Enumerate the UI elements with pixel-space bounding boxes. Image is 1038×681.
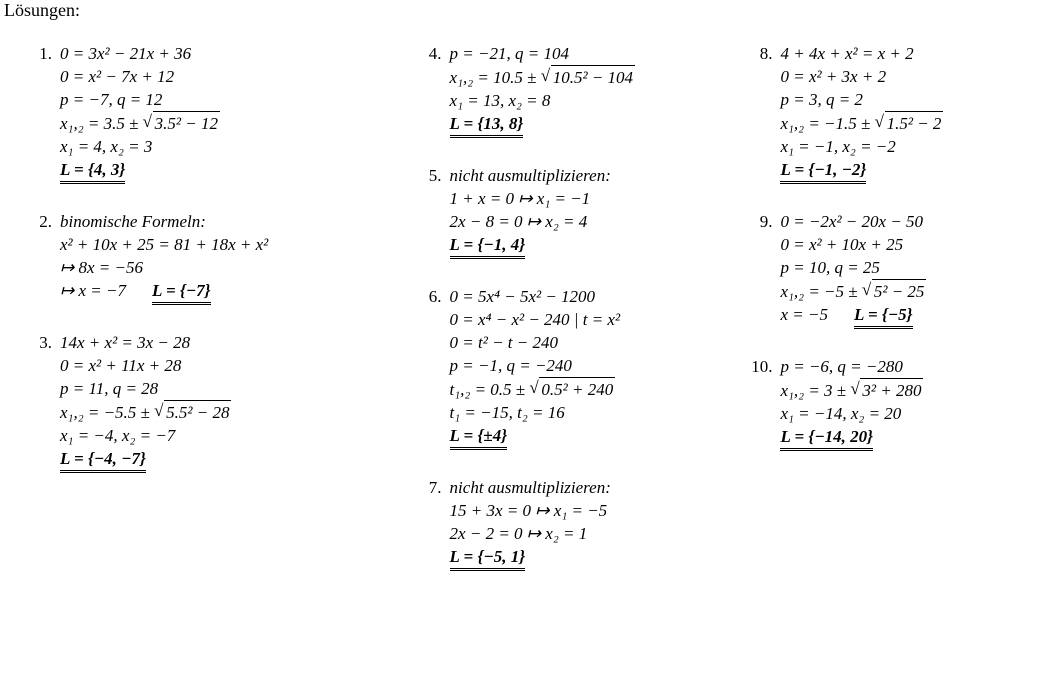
solution-set: L = {−5, 1} [450,547,526,571]
square-root-icon [862,279,927,303]
sqrt-prefix: t₁,₂ = 0.5 ± [449,380,530,399]
column-3 [728,42,1038,477]
solution-item [408,285,729,450]
item-lines [450,476,729,571]
solution-set: L = {−14, 20} [780,427,873,451]
square-root-icon [154,400,231,424]
radicand: 3.5² − 12 [153,111,220,135]
item-lines [780,355,1038,451]
math-line: 1 + x = 0 ↦ x₁ = −1 [449,189,591,208]
sqrt-prefix: x₁,₂ = −5 ± [780,282,862,301]
sqrt-prefix: x₁,₂ = 3.5 ± [60,114,143,133]
math-line: 0 = 3x² − 21x + 36 [60,44,192,63]
math-line: x₁ = 4, x₂ = 3 [60,137,153,156]
solution-item [738,42,1038,184]
column-1 [0,42,388,499]
solution-item [408,476,729,571]
math-line: x₁ = 13, x₂ = 8 [449,91,551,110]
item-number: 5. [428,166,442,185]
radicand: 10.5² − 104 [551,65,635,89]
solution-item [18,210,388,305]
math-line-sqrt [450,65,729,89]
item-lines [450,42,729,138]
math-line: t₁ = −15, t₂ = 16 [449,403,565,422]
item-number: 2. [39,212,52,231]
solution-item [408,164,729,259]
math-line-sqrt [780,279,1038,303]
solution-note: nicht ausmultiplizieren: [449,166,611,185]
item-lines [780,210,1038,329]
math-line-sqrt [450,377,729,401]
solution-item [18,42,388,184]
solution-set: L = {−5} [854,305,913,329]
radicand: 5² − 25 [872,279,927,303]
sqrt-prefix: x₁,₂ = 10.5 ± [449,68,541,87]
math-line: 4 + 4x + x² = x + 2 [780,44,914,63]
item-number: 9. [759,212,773,231]
solution-set-line [450,424,729,450]
solution-set: L = {−4, −7} [60,449,146,473]
solution-item [18,331,388,473]
solution-set: L = {13, 8} [450,114,524,138]
item-number: 3. [39,333,52,352]
square-root-icon [850,378,923,402]
math-line: p = 11, q = 28 [60,379,159,398]
math-line: 0 = 5x⁴ − 5x² − 1200 [449,287,596,306]
item-number: 8. [759,44,773,63]
math-line: p = −21, q = 104 [449,44,569,63]
math-line: 15 + 3x = 0 ↦ x₁ = −5 [449,501,608,520]
item-lines [60,42,388,184]
math-line-sqrt [780,378,1038,402]
math-line: 2x − 2 = 0 ↦ x₂ = 1 [449,524,588,543]
math-line: p = −1, q = −240 [449,356,572,375]
solution-item [738,355,1038,451]
math-line: x₁ = −1, x₂ = −2 [780,137,896,156]
column-2 [388,42,729,597]
solution-item [408,42,729,138]
math-line: 0 = x² + 3x + 2 [780,67,887,86]
math-line-sqrt [60,111,388,135]
math-line: x₁ = −4, x₂ = −7 [60,426,176,445]
math-line: p = 3, q = 2 [780,90,863,109]
math-line: x² + 10x + 25 = 81 + 18x + x² [60,235,269,254]
radicand: 5.5² − 28 [164,400,231,424]
math-expression: ↦ x = −7 [60,281,126,300]
math-line: 0 = −2x² − 20x − 50 [780,212,924,231]
page-title: Lösungen: [4,0,80,20]
solution-set-line [60,447,388,473]
sqrt-prefix: x₁,₂ = −1.5 ± [780,114,875,133]
solution-set-line [450,112,729,138]
math-line: p = 10, q = 25 [780,258,880,277]
math-line: x₁ = −14, x₂ = 20 [780,404,902,423]
solutions-columns [0,42,1038,597]
square-root-icon [541,65,635,89]
radicand: 3² + 280 [860,378,923,402]
math-line-sqrt [60,400,388,424]
solution-set-line [780,425,1038,451]
item-lines [450,164,729,259]
item-lines [450,285,729,450]
math-line-sqrt [780,111,1038,135]
solution-set-line [450,233,729,259]
item-number: 7. [428,478,442,497]
item-number: 4. [428,44,442,63]
solution-set: L = {−7} [152,281,211,305]
solution-set-line [450,545,729,571]
square-root-icon [875,111,944,135]
math-line-with-solution-set [60,279,388,305]
sqrt-prefix: x₁,₂ = −5.5 ± [60,403,155,422]
item-number: 1. [39,44,52,63]
solution-set-line [60,158,388,184]
item-number: 6. [428,287,442,306]
math-line: ↦ 8x = −56 [60,258,143,277]
solution-set: L = {−1, −2} [780,160,866,184]
radicand: 0.5² + 240 [539,377,615,401]
item-lines [60,331,388,473]
math-line: 14x + x² = 3x − 28 [60,333,191,352]
item-number: 10. [751,357,773,376]
solution-set-line [780,158,1038,184]
radicand: 1.5² − 2 [885,111,944,135]
solution-set: L = {±4} [450,426,508,450]
math-line-with-solution-set [780,303,1038,329]
math-line: p = −7, q = 12 [60,90,163,109]
solution-note: nicht ausmultiplizieren: [449,478,611,497]
math-expression: x = −5 [780,305,828,324]
item-lines [60,210,388,305]
math-line: 0 = x² − 7x + 12 [60,67,175,86]
square-root-icon [143,111,220,135]
solution-set: L = {−1, 4} [450,235,526,259]
item-lines [780,42,1038,184]
square-root-icon [529,377,615,401]
math-line: 0 = t² − t − 240 [449,333,559,352]
solution-item [738,210,1038,329]
math-line: 0 = x² + 11x + 28 [60,356,182,375]
math-line: 2x − 8 = 0 ↦ x₂ = 4 [449,212,588,231]
math-line: p = −6, q = −280 [780,357,903,376]
sqrt-prefix: x₁,₂ = 3 ± [780,381,851,400]
math-line: 0 = x⁴ − x² − 240 | t = x² [449,310,621,329]
solution-set: L = {4, 3} [60,160,125,184]
solution-note: binomische Formeln: [60,212,206,231]
math-line: 0 = x² + 10x + 25 [780,235,904,254]
